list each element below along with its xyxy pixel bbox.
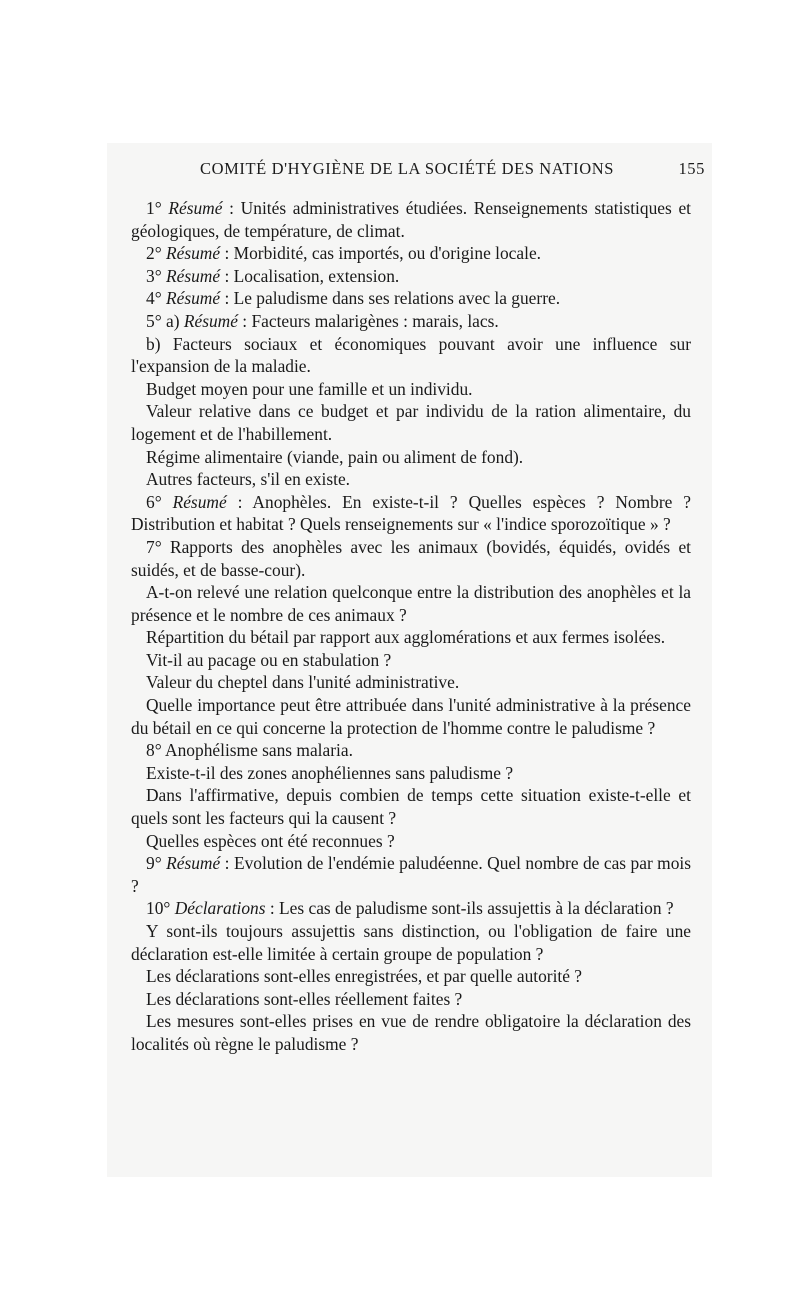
paragraph <box>131 536 691 581</box>
paragraph-text: : Facteurs malarigènes : marais, lacs. <box>237 310 499 331</box>
paragraph <box>131 762 691 785</box>
item-number: 2° <box>146 243 166 264</box>
paragraph <box>131 265 691 288</box>
paragraph <box>131 852 691 897</box>
paragraph-text: Vit-il au pacage ou en stabulation ? <box>146 649 392 670</box>
paragraph-text: Dans l'affirmative, depuis combien de temps cette situation existe-t-elle et quels sont les facteurs qui la causent ? <box>131 785 691 829</box>
paragraph-text: Autres facteurs, s'il en existe. <box>146 469 351 490</box>
paragraph-text: : Les cas de paludisme sont-ils assujettis à la déclaration ? <box>265 898 674 919</box>
paragraph-text: Valeur relative dans ce budget et par individu de la ration alimentaire, du logement et de l'habillement. <box>131 401 691 444</box>
paragraph-text: Budget moyen pour une famille et un individu. <box>146 378 473 399</box>
paragraph <box>131 400 691 445</box>
paragraph <box>131 671 691 694</box>
paragraph-text: Quelles espèces ont été reconnues ? <box>146 830 395 851</box>
item-label: Résumé <box>166 243 221 264</box>
paragraph <box>131 287 691 310</box>
running-head <box>200 159 705 185</box>
item-number: 10° <box>146 898 175 919</box>
paragraph-text: Anophélisme sans malaria. <box>165 740 353 761</box>
paragraph-text: Y sont-ils toujours assujettis sans distinction, ou l'obligation de faire une déclaration est-elle limitée à certain groupe de population ? <box>131 921 691 964</box>
paragraph-text: Rapports des anophèles avec les animaux (bovidés, équidés, ovidés et suidés, et de basse-cour). <box>131 536 692 580</box>
item-label: Déclarations <box>174 898 266 919</box>
item-number: 9° <box>146 853 167 874</box>
paragraph <box>131 988 691 1011</box>
paragraph-text: Les déclarations sont-elles réellement faites ? <box>146 988 463 1009</box>
paragraph-text: A-t-on relevé une relation quelconque entre la distribution des anophèles et la présence et le nombre de ces animaux ? <box>131 582 691 625</box>
paragraph-text: Existe-t-il des zones anophéliennes sans paludisme ? <box>146 762 514 783</box>
item-number: 7° <box>146 536 170 557</box>
paragraph <box>131 965 691 988</box>
item-label: Résumé <box>166 265 221 286</box>
paragraph <box>131 897 691 920</box>
paragraph <box>131 378 691 401</box>
item-number: 1° <box>146 198 169 218</box>
item-label: Résumé <box>183 310 238 331</box>
paragraph-text: Quelle importance peut être attribuée dans l'unité administrative à la présence du bétail en ce qui concerne la protection de l'homme contre le paludisme ? <box>131 695 691 738</box>
paragraph <box>131 830 691 853</box>
item-number: 5° a) <box>146 310 184 331</box>
item-label: Résumé <box>168 198 223 218</box>
item-label: Résumé <box>166 288 221 309</box>
paragraph <box>131 694 691 739</box>
paragraph-text: Valeur du cheptel dans l'unité administrative. <box>146 672 460 693</box>
paragraph-text: : Le paludisme dans ses relations avec la guerre. <box>220 288 561 309</box>
item-label: Résumé <box>172 491 227 512</box>
paragraph <box>131 739 691 762</box>
paragraph-text: : Evolution de l'endémie paludéenne. Quel nombre de cas par mois ? <box>131 853 692 896</box>
paragraph <box>131 920 691 965</box>
paragraph-text: Les déclarations sont-elles enregistrées, et par quelle autorité ? <box>146 966 583 987</box>
page-number: 155 <box>678 159 705 178</box>
paragraph-text: : Unités administratives étudiées. Renseignements statistiques et géologiques, de température, de climat. <box>131 198 691 241</box>
paragraph <box>131 626 691 649</box>
paragraph-text: Régime alimentaire (viande, pain ou aliment de fond). <box>146 446 524 467</box>
paragraph <box>131 446 691 469</box>
paragraph <box>131 649 691 672</box>
paragraph <box>131 310 691 333</box>
item-number: 3° <box>146 265 166 286</box>
paragraph-text: : Anophèles. En existe-t-il ? Quelles espèces ? Nombre ? Distribution et habitat ? Quels renseignements sur « l'indice sporozoïtique » ? <box>131 491 692 535</box>
item-number: 4° <box>146 288 166 309</box>
body-text <box>131 197 691 1056</box>
paragraph-text: b) Facteurs sociaux et économiques pouvant avoir une influence sur l'expansion de la maladie. <box>131 333 691 377</box>
paragraph <box>131 333 691 378</box>
paragraph-text: : Morbidité, cas importés, ou d'origine locale. <box>220 243 542 264</box>
paragraph <box>131 581 691 626</box>
paragraph <box>131 468 691 491</box>
paragraph-text: : Localisation, extension. <box>220 265 400 286</box>
paragraph <box>131 197 691 242</box>
paragraph <box>131 1010 691 1055</box>
running-title: COMITÉ D'HYGIÈNE DE LA SOCIÉTÉ DES NATIONS <box>200 159 615 178</box>
paragraph-text: Répartition du bétail par rapport aux agglomérations et aux fermes isolées. <box>146 627 666 648</box>
item-label: Résumé <box>166 853 221 874</box>
paragraph <box>131 242 691 265</box>
item-number: 6° <box>146 491 173 512</box>
item-number: 8° <box>146 740 166 761</box>
paragraph-text: Les mesures sont-elles prises en vue de rendre obligatoire la déclaration des localités où règne le paludisme ? <box>131 1011 691 1054</box>
paragraph <box>131 491 691 536</box>
paragraph <box>131 784 691 829</box>
